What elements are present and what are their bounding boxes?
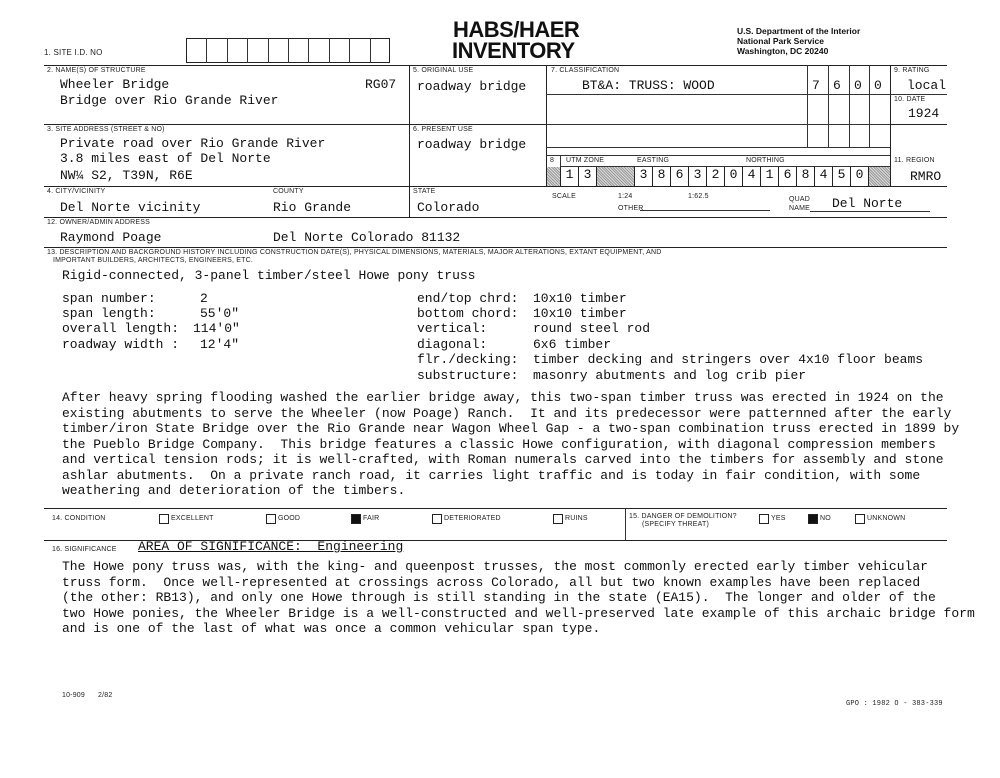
significance-line: and is one of the last of what was once a common vehicular span type. <box>62 621 601 636</box>
spec-right-key: substructure: <box>417 368 519 383</box>
northing-digit-3: 6 <box>778 167 796 186</box>
classification-value: BT&A: TRUSS: WOOD <box>582 78 715 93</box>
utm-number-label: 8 <box>550 157 555 164</box>
easting-digit-1: 3 <box>634 167 652 186</box>
owner-address: Del Norte Colorado 81132 <box>273 230 461 245</box>
form-title-line1: HABS/HAER <box>453 17 580 42</box>
condition-excellent-checkbox[interactable] <box>159 514 169 524</box>
condition-deteriorated-label: DETERIORATED <box>444 515 501 522</box>
spec-right-value: 10x10 timber <box>533 291 627 306</box>
structure-name: Wheeler Bridge <box>60 77 170 92</box>
region-label: 11. REGION <box>894 157 935 164</box>
description-label-2: IMPORTANT BUILDERS, ARCHITECTS, ENGINEERS, ETC. <box>53 257 253 264</box>
danger-unknown-checkbox[interactable] <box>855 514 865 524</box>
rating-label: 9. RATING <box>894 67 930 74</box>
address-line1: Private road over Rio Grande River <box>60 136 326 151</box>
spec-right-value: masonry abutments and log crib pier <box>533 368 807 383</box>
utm-zone-label: UTM ZONE <box>566 157 605 164</box>
description-label-1: 13. DESCRIPTION AND BACKGROUND HISTORY INCLUDING CONSTRUCTION DATE(S), PHYSICAL DIMENSIONS, MATERIALS, MAJOR ALTERATIONS, EXTANT EQUIPMENT, AND <box>47 249 662 256</box>
original-use: roadway bridge <box>417 79 527 94</box>
region-value: RMRO <box>910 169 942 184</box>
significance-line: The Howe pony truss was, with the king- and queenpost trusses, the most commonly erected early timber vehicular <box>62 559 928 574</box>
spec-left-value: 55'0" <box>200 306 240 321</box>
danger-yes-checkbox[interactable] <box>759 514 769 524</box>
spec-right-value: 10x10 timber <box>533 306 627 321</box>
class-digit-1: 7 <box>812 78 820 93</box>
spec-right-value: round steel rod <box>533 321 651 336</box>
condition-good-checkbox[interactable] <box>266 514 276 524</box>
site-id-label: 1. SITE I.D. NO <box>44 48 103 57</box>
history-line: timber/iron State Bridge over the Rio Grande near Wagon Wheel Gap - a two-span combination truss erected in 1899 by <box>62 421 960 436</box>
gpo-code: GPO : 1982 O - 383-339 <box>846 700 943 708</box>
easting-digit-4: 3 <box>688 167 706 186</box>
scale-label: SCALE <box>552 193 576 200</box>
spec-left-value: 2 <box>200 291 208 306</box>
spec-left-value: 12'4" <box>200 337 240 352</box>
county-value: Rio Grande <box>273 200 352 215</box>
dept-line3: Washington, DC 20240 <box>737 46 829 56</box>
spec-left-key: span length: <box>62 306 156 321</box>
easting-digit-2: 8 <box>652 167 670 186</box>
condition-good-label: GOOD <box>278 515 301 522</box>
significance-line: truss form. Once well-represented at crossings across Colorado, all but two known examples have been replaced <box>62 574 921 590</box>
history-line: the Pueblo Bridge Company. This bridge features a classic Howe configuration, with diagonal compression members <box>62 436 936 452</box>
spec-right-key: vertical: <box>417 321 488 336</box>
danger-label-2: (SPECIFY THREAT) <box>642 521 709 528</box>
northing-label: NORTHING <box>746 157 785 164</box>
history-line: After heavy spring flooding washed the earlier bridge away, this two-span timber truss was erected in 1924 on the <box>62 390 944 405</box>
easting-digit-5: 2 <box>706 167 724 186</box>
state-label: STATE <box>413 188 436 195</box>
owner-label: 12. OWNER/ADMIN ADDRESS <box>47 219 151 226</box>
history-line: weathering and deterioration of the timbers. <box>62 483 406 498</box>
structure-alt-name: Bridge over Rio Grande River <box>60 93 279 108</box>
scale-other-label: OTHER <box>618 205 644 212</box>
spec-right-key: end/top chrd: <box>417 291 519 306</box>
address-line2: 3.8 miles east of Del Norte <box>60 151 271 166</box>
condition-excellent-label: EXCELLENT <box>171 515 214 522</box>
structure-code: RG07 <box>365 77 397 92</box>
condition-fair-checkbox[interactable] <box>351 514 361 524</box>
description-intro: Rigid-connected, 3-panel timber/steel Howe pony truss <box>62 268 476 283</box>
easting-digit-3: 6 <box>670 167 688 186</box>
condition-ruins-label: RUINS <box>565 515 588 522</box>
history-line: ashlar abutments. On a private ranch road, it carries light traffic and is today in fair condition, with some <box>62 467 921 483</box>
spec-right-value: timber decking and stringers over 4x10 floor beams <box>533 352 924 367</box>
significance-line: two Howe ponies, the Wheeler Bridge is a well-constructed and well-preserved late example of this archaic bridge form <box>62 605 975 621</box>
county-label: COUNTY <box>273 188 304 195</box>
class-digit-2: 6 <box>833 78 841 93</box>
scale-1-24: 1:24 <box>618 193 633 200</box>
present-use: roadway bridge <box>417 137 527 152</box>
northing-digit-1: 4 <box>742 167 760 186</box>
quad-name-label: NAME <box>789 205 811 212</box>
rating-value: local <box>907 78 947 93</box>
northing-digit-7: 0 <box>850 167 868 186</box>
significance-line: (the other: RB13), and only one Howe through is still standing in the state (EA15). The longer and older of the <box>62 590 936 605</box>
date-label: 10. DATE <box>894 96 926 103</box>
quad-name: Del Norte <box>832 196 903 211</box>
significance-heading: AREA OF SIGNIFICANCE: Engineering <box>138 539 404 554</box>
history-line: and vertical tension rods; it is well-crafted, with Roman numerals carved into the timbers for assembly and stone <box>62 452 944 467</box>
name-label: 2. NAME(S) OF STRUCTURE <box>47 67 146 74</box>
original-use-label: 5. ORIGINAL USE <box>413 67 474 74</box>
quad-label: QUAD <box>789 196 811 203</box>
utm-zone-2: 3 <box>578 167 596 186</box>
spec-left-key: roadway width : <box>62 337 180 352</box>
form-number: 10-909 <box>62 692 85 699</box>
significance-label: 16. SIGNIFICANCE <box>52 546 117 553</box>
owner-name: Raymond Poage <box>60 230 162 245</box>
danger-label-1: 15. DANGER OF DEMOLITION? <box>629 513 737 520</box>
utm-zone-1: 1 <box>560 167 578 186</box>
spec-right-value: 6x6 timber <box>533 337 612 352</box>
form-date: 2/82 <box>98 692 113 699</box>
scale-1-62: 1:62.5 <box>688 193 709 200</box>
class-digit-3: 0 <box>854 78 862 93</box>
spec-left-key: overall length: <box>62 321 180 336</box>
condition-ruins-checkbox[interactable] <box>553 514 563 524</box>
dept-line2: National Park Service <box>737 36 824 46</box>
danger-no-label: NO <box>820 515 831 522</box>
easting-label: EASTING <box>637 157 670 164</box>
spec-right-key: bottom chord: <box>417 306 519 321</box>
form-title-line2: INVENTORY <box>452 38 575 63</box>
date-value: 1924 <box>908 106 940 121</box>
classification-label: 7. CLASSIFICATION <box>551 67 620 74</box>
northing-digit-2: 1 <box>760 167 778 186</box>
spec-right-key: flr./decking: <box>417 352 519 367</box>
danger-yes-label: YES <box>771 515 786 522</box>
history-line: existing abutments to serve the Wheeler (now Poage) Ranch. It and its predecessor were patternned after the early <box>62 405 952 421</box>
present-use-label: 6. PRESENT USE <box>413 126 473 133</box>
northing-digit-4: 8 <box>796 167 814 186</box>
class-digit-4: 0 <box>874 78 882 93</box>
condition-deteriorated-checkbox[interactable] <box>432 514 442 524</box>
danger-no-checkbox[interactable] <box>808 514 818 524</box>
easting-digit-6: 0 <box>724 167 742 186</box>
dept-line1: U.S. Department of the Interior <box>737 26 861 36</box>
city-value: Del Norte vicinity <box>60 200 201 215</box>
spec-left-key: span number: <box>62 291 156 306</box>
spec-right-key: diagonal: <box>417 337 488 352</box>
condition-label: 14. CONDITION <box>52 515 106 522</box>
spec-left-value: 114'0" <box>193 321 240 336</box>
northing-digit-6: 5 <box>832 167 850 186</box>
state-value: Colorado <box>417 200 480 215</box>
danger-unknown-label: UNKNOWN <box>867 515 906 522</box>
address-label: 3. SITE ADDRESS (STREET & NO) <box>47 126 165 133</box>
northing-digit-5: 4 <box>814 167 832 186</box>
condition-fair-label: FAIR <box>363 515 380 522</box>
city-label: 4. CITY/VICINITY <box>47 188 106 195</box>
address-line3: NW¼ S2, T39N, R6E <box>60 168 193 183</box>
